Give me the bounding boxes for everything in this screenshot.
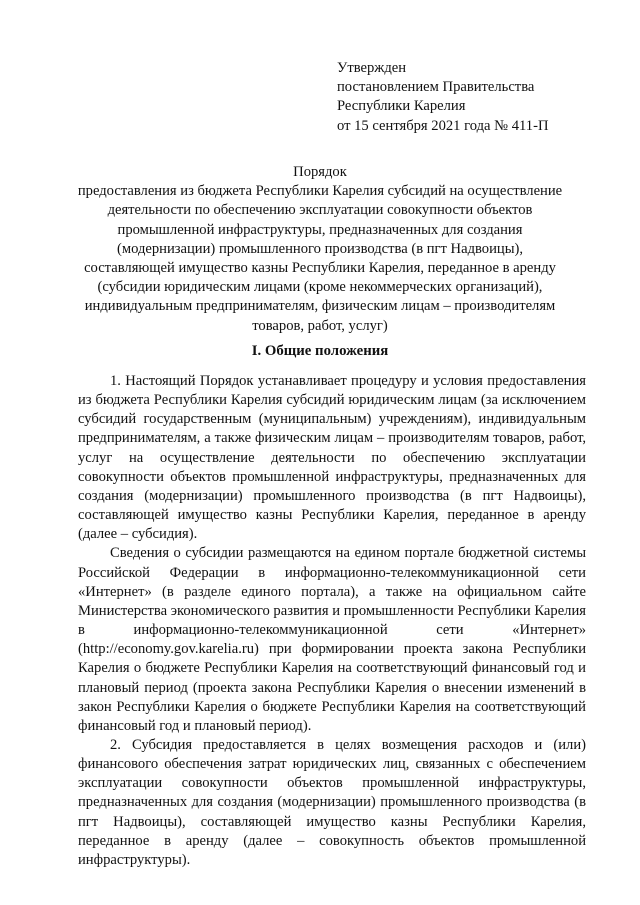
title-line: промышленной инфраструктуры, предназначенных для создания (117, 221, 523, 238)
title-heading: Порядок (293, 164, 347, 180)
title-line: (субсидии юридическим лицами (кроме некоммерческих организаций), (97, 279, 543, 296)
approval-line-date-number: от 15 сентября 2021 года № 411-П (337, 117, 549, 134)
paragraph-2: Сведения о субсидии размещаются на едином портале бюджетной системы Российской Федерации в информационно-телекоммуникационной сети «Интернет» (в разделе единого портала), а также на официальном сайте Министерства экономического развития и промышленности Республики Карелия в информационно-телекоммуникационной сети «Интернет» (http://economy.gov.karelia.ru) при формировании проекта закона Республики Карелия о бюджете Республики Карелия на соответствующий финансовый год и плановый период (проекта закона Республики Карелия о внесении изменений в закон Республики Карелия о бюджете Республики Карелия на соответствующий финансовый год и плановый период). (78, 545, 586, 734)
title-line: (модернизации) промышленного производства (в пгт Надвоицы), (116, 240, 524, 257)
approval-block (337, 59, 549, 136)
paragraph-3: 2. Субсидия предоставляется в целях возмещения расходов и (или) финансового обеспечения затрат юридических лиц, связанных с обеспечением эксплуатации совокупности объектов промышленной инфраструктуры, предназначенных для создания (модернизации) промышленного производства (в пгт Надвоицы), составляющей имущество казны Республики Карелия, переданное в аренду (далее – совокупность объектов промышленной инфраструктуры). (78, 736, 586, 868)
title-line: индивидуальным предпринимателям, физическим лицам – производителям (84, 298, 556, 315)
title-line: предоставления из бюджета Республики Карелия субсидий на осуществление (77, 183, 563, 200)
title-line: составляющей имущество казны Республики Карелия, переданное в аренду (84, 260, 556, 277)
document-body (78, 372, 586, 870)
document-title (60, 163, 580, 336)
title-line: деятельности по обеспечению эксплуатации совокупности объектов (107, 202, 533, 219)
approval-line-resolution: постановлением Правительства (337, 79, 535, 96)
paragraph-1: 1. Настоящий Порядок устанавливает процедуру и условия предоставления из бюджета Республики Карелия субсидий юридическим лицам (за исключением субсидий государственным (муниципальным) учреждениям), индивидуальным предпринимателям, а также физическим лицам – производителям товаров, работ, услуг на осуществление деятельности по обеспечению эксплуатации совокупности объектов промышленной инфраструктуры, предназначенных для создания (модернизации) промышленного производства (в пгт Надвоицы), составляющей имущество казны Республики Карелия, переданное в аренду (далее – субсидия). (78, 373, 586, 543)
title-line: товаров, работ, услуг) (252, 317, 388, 334)
approval-line-approved: Утвержден (337, 60, 407, 76)
section-heading: I. Общие положения (251, 343, 389, 359)
approval-line-republic: Республики Карелия (337, 98, 466, 115)
